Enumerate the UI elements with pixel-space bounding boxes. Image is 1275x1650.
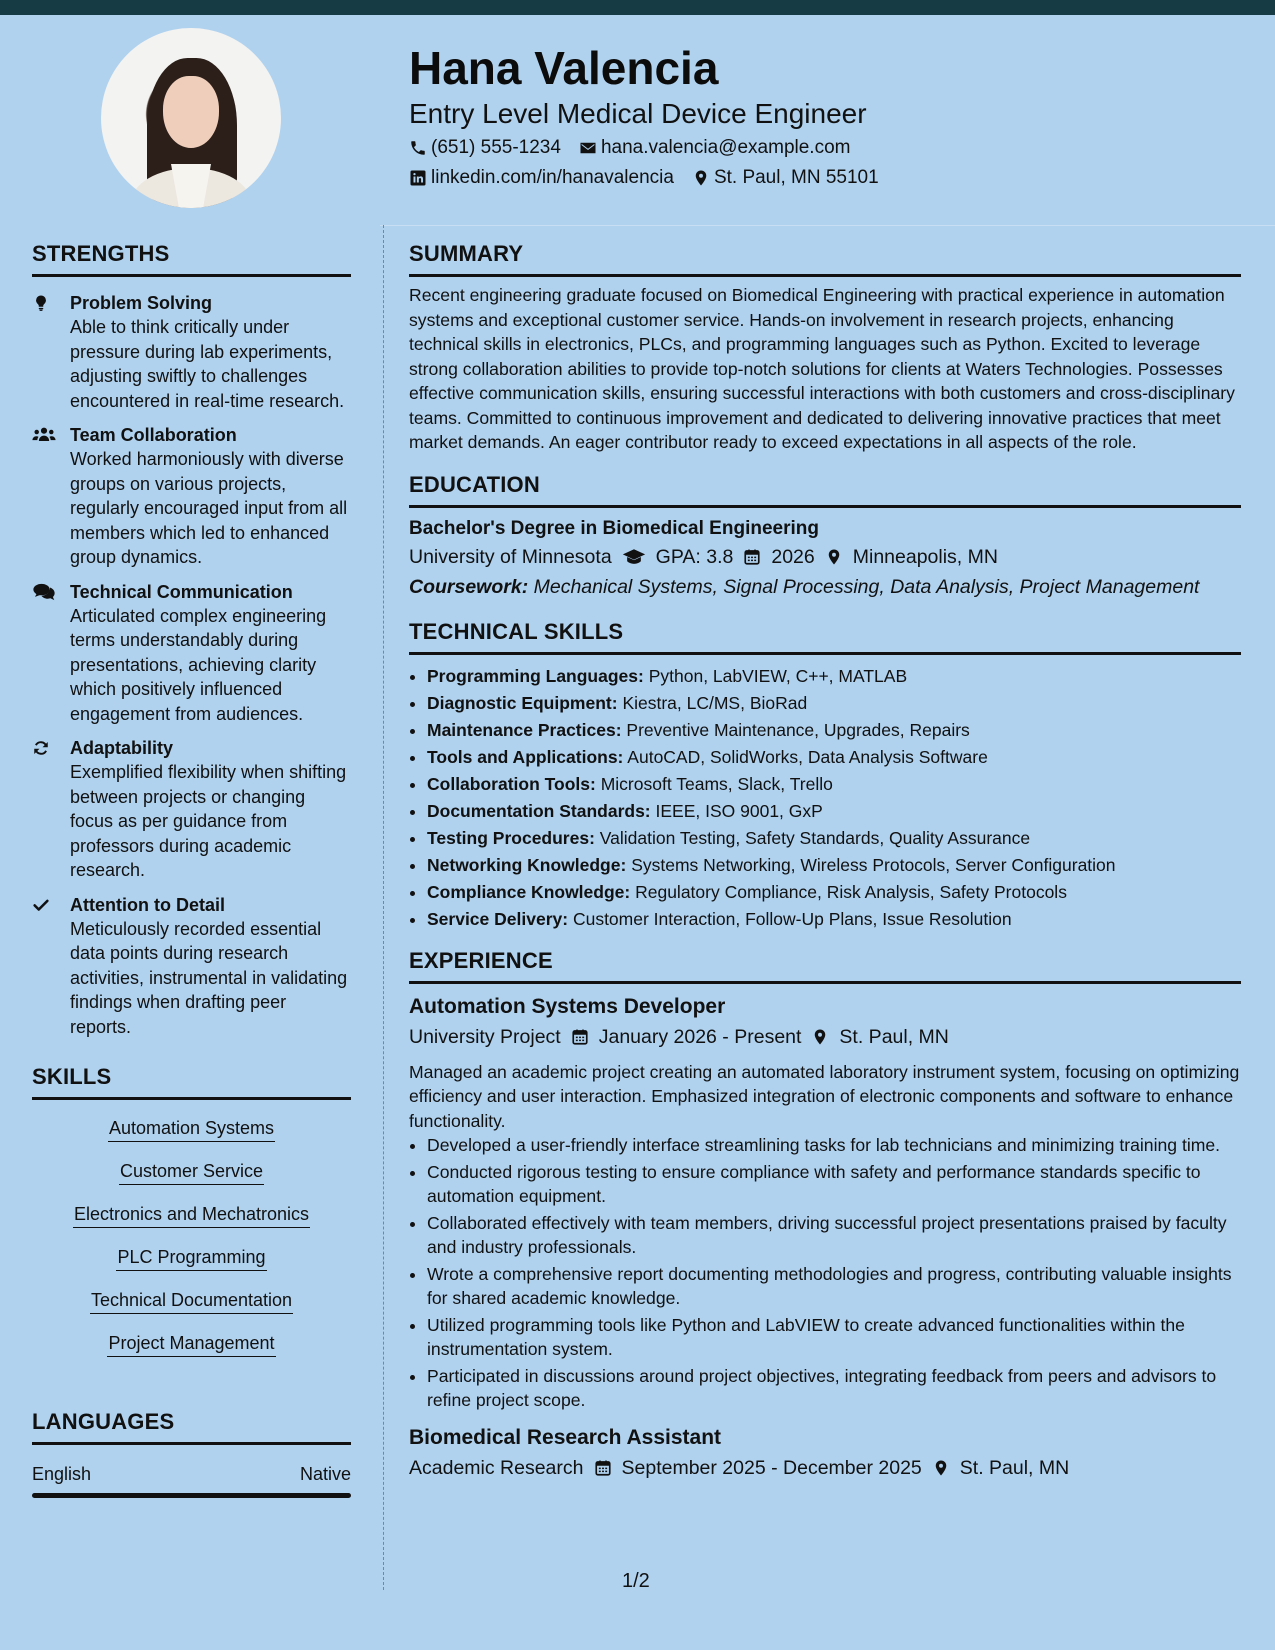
left-column	[32, 238, 351, 1498]
resume-header	[409, 40, 879, 192]
job-org: Academic Research	[409, 1456, 584, 1479]
technical-skills-list	[409, 663, 1241, 933]
location-contact	[692, 164, 879, 192]
list-item: • Participated in discussions around project objectives, integrating feedback from peers and advisors to refine project scope.	[427, 1364, 1241, 1413]
list-item: • Testing Procedures: Validation Testing, Safety Standards, Quality Assurance	[427, 825, 1241, 852]
job-dates: September 2025 - December 2025	[621, 1456, 922, 1479]
job-dates: January 2026 - Present	[598, 1025, 802, 1048]
header-separator	[380, 225, 1275, 226]
strength-item	[32, 580, 351, 727]
list-item: • Diagnostic Equipment: Kiestra, LC/MS, BioRad	[427, 690, 1241, 717]
email-text[interactable]: hana.valencia@example.com	[600, 137, 851, 158]
sync-icon	[32, 739, 50, 757]
strength-item	[32, 423, 351, 570]
linkedin-text[interactable]: linkedin.com/in/hanavalencia	[431, 167, 674, 188]
phone-text: (651) 555-1234	[431, 137, 561, 158]
coursework-label: Coursework:	[409, 575, 529, 598]
users-icon	[32, 426, 56, 444]
job-details	[409, 1022, 1241, 1052]
summary-heading: SUMMARY	[409, 238, 1241, 277]
skill-tag: Automation Systems	[108, 1115, 275, 1142]
strength-title: Attention to Detail	[70, 894, 225, 915]
profile-photo	[101, 28, 281, 208]
languages-heading: LANGUAGES	[32, 1406, 351, 1445]
candidate-title: Entry Level Medical Device Engineer	[409, 98, 867, 129]
strength-title: Problem Solving	[70, 293, 213, 313]
school-name: University of Minnesota	[409, 545, 612, 568]
list-item: • Tools and Applications: AutoCAD, SolidWorks, Data Analysis Software	[427, 744, 1241, 771]
graduation-cap-icon	[622, 548, 646, 566]
list-item: • Utilized programming tools like Python and LabVIEW to create advanced functionalities within the instrumentation system.	[427, 1313, 1241, 1362]
linkedin-contact[interactable]	[409, 164, 674, 192]
skill-tag: Electronics and Mechatronics	[73, 1201, 310, 1228]
language-level: Native	[299, 1464, 351, 1484]
lightbulb-icon	[32, 294, 50, 312]
language-name: English	[32, 1464, 92, 1484]
calendar-icon	[743, 548, 761, 566]
calendar-icon	[571, 1028, 589, 1046]
job-title: Biomedical Research Assistant	[409, 1425, 722, 1449]
list-item: • Collaboration Tools: Microsoft Teams, Slack, Trello	[427, 771, 1241, 798]
calendar-icon	[594, 1459, 612, 1477]
strength-item	[32, 893, 351, 1040]
list-item: • Programming Languages: Python, LabVIEW, C++, MATLAB	[427, 663, 1241, 690]
strength-desc: Able to think critically under pressure during lab experiments, adjusting swiftly to challenges encountered in real-time research.	[70, 317, 345, 411]
job-title: Automation Systems Developer	[409, 994, 726, 1018]
comments-icon	[32, 583, 56, 601]
skill-tag: Technical Documentation	[90, 1287, 293, 1314]
education-details	[409, 542, 1241, 572]
job-location: St. Paul, MN	[839, 1025, 949, 1048]
list-item: • Compliance Knowledge: Regulatory Compliance, Risk Analysis, Safety Protocols	[427, 879, 1241, 906]
email-contact[interactable]	[579, 134, 851, 162]
experience-heading: EXPERIENCE	[409, 945, 1241, 984]
coursework-list: Mechanical Systems, Signal Processing, Data Analysis, Project Management	[533, 575, 1200, 598]
job-org: University Project	[409, 1025, 561, 1048]
technical-skills-heading: TECHNICAL SKILLS	[409, 616, 1241, 655]
strength-title: Adaptability	[70, 738, 174, 758]
degree-title: Bachelor's Degree in Biomedical Engineering	[409, 517, 819, 539]
page-number: 1/2	[622, 1570, 650, 1592]
list-item: • Wrote a comprehensive report documenting methodologies and progress, contributing valuable insights for shared academic knowledge.	[427, 1262, 1241, 1311]
skill-tag: Customer Service	[119, 1158, 264, 1185]
list-item: • Collaborated effectively with team members, driving successful project presentations praised by faculty and industry professionals.	[427, 1211, 1241, 1260]
skills-heading: SKILLS	[32, 1061, 351, 1100]
skills-list	[32, 1106, 351, 1364]
list-item: • Conducted rigorous testing to ensure compliance with safety and performance standards specific to automation equipment.	[427, 1160, 1241, 1209]
strength-desc: Articulated complex engineering terms understandably during presentations, achieving clarity which positively influenced engagement from audiences.	[70, 605, 327, 724]
candidate-name: Hana Valencia	[409, 42, 719, 94]
coursework	[409, 572, 1241, 602]
map-marker-icon	[692, 169, 710, 187]
strength-desc: Exemplified flexibility when shifting between projects or changing focus as per guidance from professors during academic research.	[70, 762, 347, 880]
list-item: • Developed a user-friendly interface streamlining tasks for lab technicians and minimizing training time.	[427, 1133, 1241, 1158]
envelope-icon	[579, 139, 597, 157]
strength-title: Team Collaboration	[70, 425, 237, 445]
skill-tag: Project Management	[107, 1330, 275, 1357]
job-details	[409, 1453, 1241, 1483]
school-location: Minneapolis, MN	[852, 545, 998, 568]
phone-contact	[409, 134, 561, 162]
education-heading: EDUCATION	[409, 469, 1241, 508]
top-bar	[0, 0, 1275, 15]
skill-tag: PLC Programming	[116, 1244, 266, 1271]
strength-desc: Worked harmoniously with diverse groups on various projects, regularly encouraged input from all members which led to enhanced group dynamics.	[70, 449, 348, 567]
contact-row-1	[409, 134, 879, 162]
strength-title: Technical Communication	[70, 581, 293, 602]
map-marker-icon	[825, 548, 843, 566]
list-item: • Maintenance Practices: Preventive Maintenance, Upgrades, Repairs	[427, 717, 1241, 744]
contact-row-2	[409, 164, 879, 192]
phone-icon	[409, 139, 427, 157]
location-text: St. Paul, MN 55101	[713, 167, 879, 188]
strength-item	[32, 736, 351, 883]
gpa: GPA: 3.8	[655, 545, 734, 568]
list-item: • Documentation Standards: IEEE, ISO 9001, GxP	[427, 798, 1241, 825]
summary-text: Recent engineering graduate focused on Biomedical Engineering with practical experience in automation systems and exceptional customer service. Hands-on involvement in research projects, enhancing technical skills in electronics, PLCs, and programming languages such as Python. Excited to leverage strong collaboration abilities to provide top-notch solutions for clients at Waters Technologies. Possesses effective communication skills, ensuring successful interactions with both customers and cross-disciplinary teams. Committed to continuous improvement and dedicated to delivering innovative practices that meet market demands. An eager contributor ready to exceed expectations in all aspects of the role.	[409, 285, 1235, 452]
checkmark-icon	[32, 896, 50, 914]
job-description: Managed an academic project creating an automated laboratory instrument system, focusing on optimizing efficiency and user interaction. Emphasized integration of electronic components and software to enhance functionality.	[409, 1061, 1240, 1131]
list-item: • Networking Knowledge: Systems Networking, Wireless Protocols, Server Configuration	[427, 852, 1241, 879]
graduation-year: 2026	[771, 545, 815, 568]
map-marker-icon	[932, 1459, 950, 1477]
map-marker-icon	[811, 1028, 829, 1046]
right-column	[409, 238, 1241, 1483]
linkedin-icon	[409, 169, 427, 187]
strengths-heading: STRENGTHS	[32, 238, 351, 277]
column-divider	[383, 225, 384, 1590]
language-row	[32, 1461, 351, 1487]
language-level-bar	[32, 1493, 351, 1498]
job-bullets	[409, 1133, 1241, 1413]
list-item: • Service Delivery: Customer Interaction, Follow-Up Plans, Issue Resolution	[427, 906, 1241, 933]
job-location: St. Paul, MN	[959, 1456, 1070, 1479]
strength-desc: Meticulously recorded essential data points during research activities, instrumental in validating findings when drafting peer reports.	[70, 918, 348, 1037]
strength-item	[32, 291, 351, 413]
